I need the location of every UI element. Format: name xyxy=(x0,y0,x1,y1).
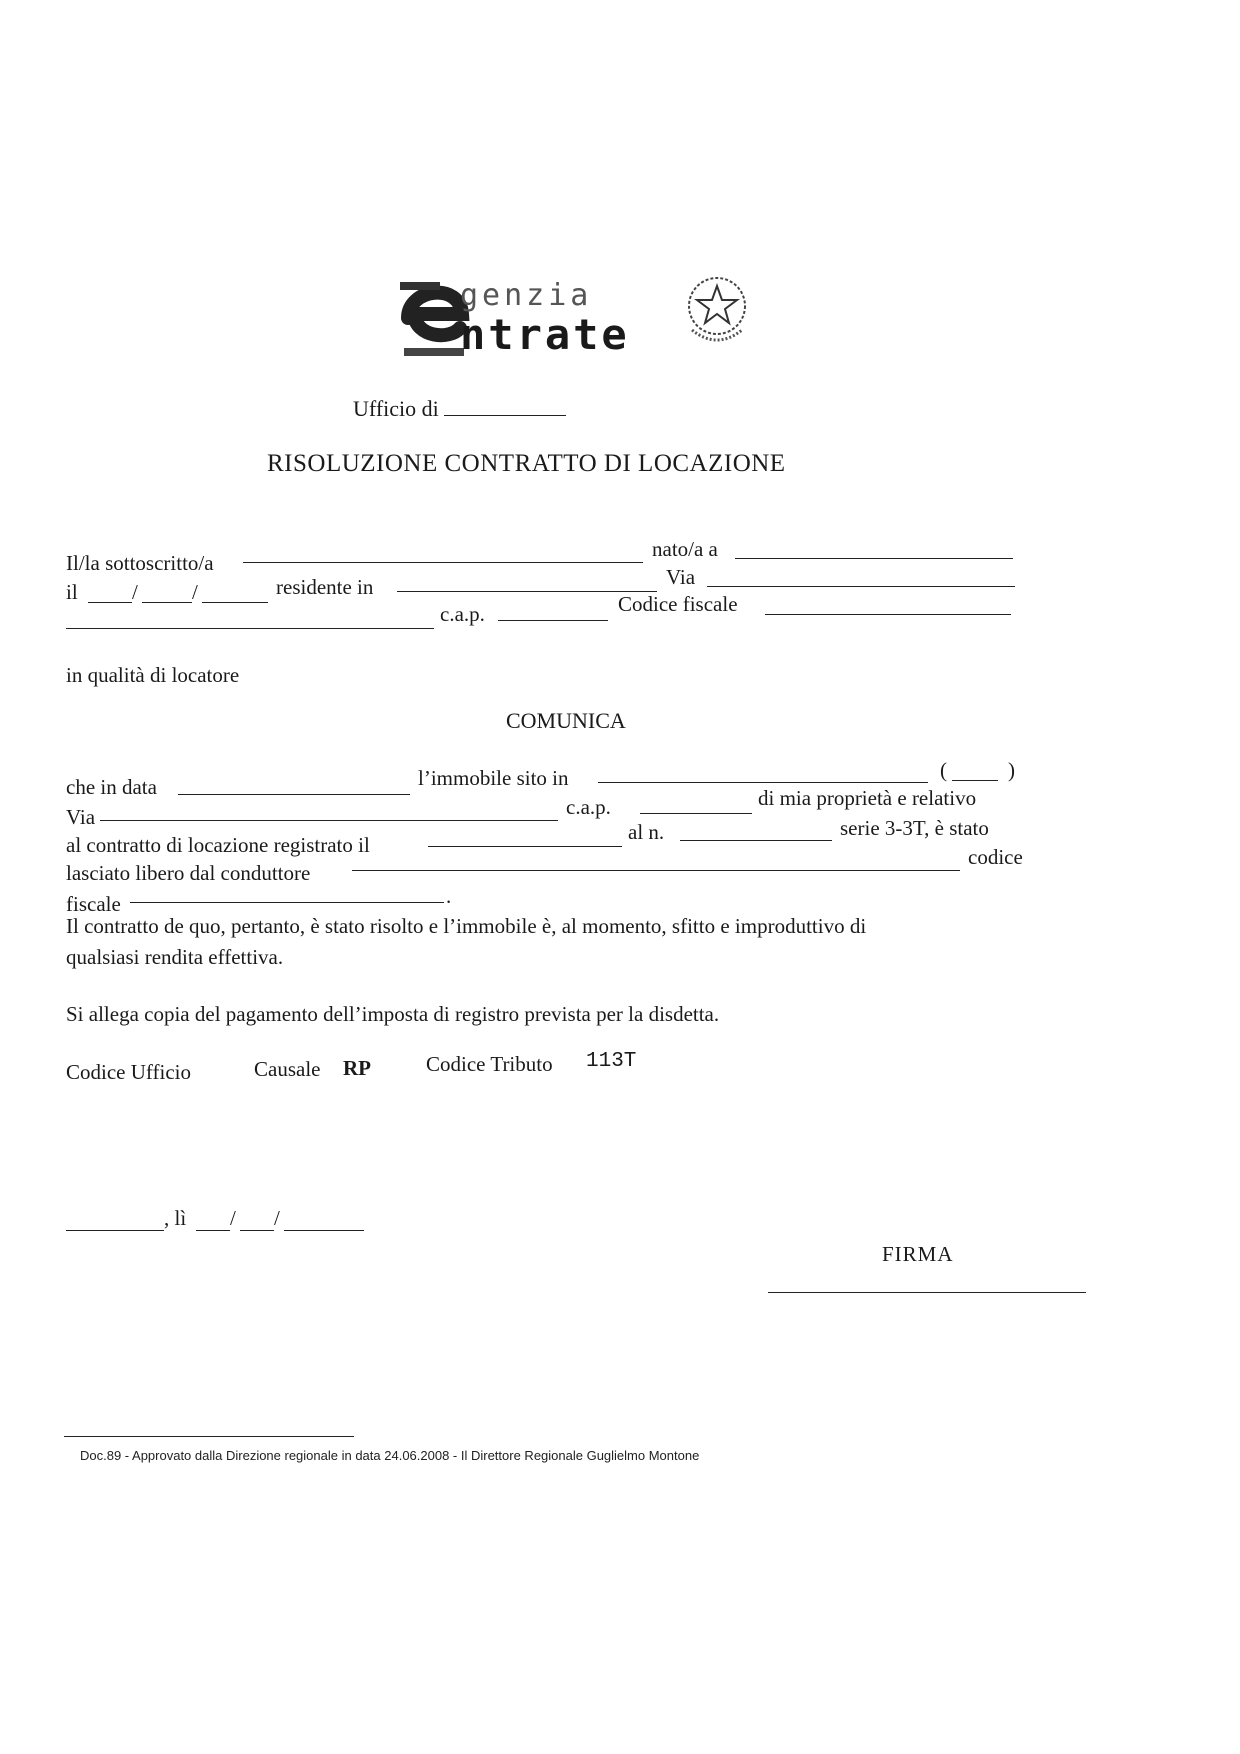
serie-text: serie 3-3T, è stato xyxy=(840,816,989,840)
allega-text: Si allega copia del pagamento dell’imposta di registro prevista per la disdetta. xyxy=(66,1002,720,1026)
immobile-via-label: Via xyxy=(66,805,96,829)
qualita-locatore: in qualità di locatore xyxy=(66,663,240,687)
sottoscritto-field[interactable] xyxy=(243,544,643,563)
ufficio-label: Ufficio di xyxy=(353,396,439,421)
conduttore-codice-fiscale-field[interactable] xyxy=(130,884,444,903)
ufficio-field[interactable] xyxy=(444,397,566,416)
fiscale-period: . xyxy=(446,884,452,908)
nato-label: nato/a a xyxy=(652,537,718,561)
al-n-label: al n. xyxy=(628,820,665,844)
immobile-sito-field[interactable] xyxy=(598,764,928,783)
nato-field[interactable] xyxy=(735,540,1013,559)
italian-republic-emblem-icon xyxy=(682,272,752,352)
causale-label: Causale xyxy=(254,1057,321,1081)
sign-date-sep-2: / xyxy=(274,1206,280,1230)
provincia-field[interactable] xyxy=(952,762,998,781)
che-in-data-label: che in data xyxy=(66,775,157,799)
immobile-via-field[interactable] xyxy=(100,802,558,821)
codice-text: codice xyxy=(968,845,1023,869)
contratto-registrato-label: al contratto di locazione registrato il xyxy=(66,833,370,857)
sign-day-field[interactable] xyxy=(196,1212,230,1231)
firma-field[interactable] xyxy=(768,1274,1086,1293)
residente-field[interactable] xyxy=(397,573,657,592)
agenzia-entrate-logo xyxy=(400,268,760,368)
codice-ufficio-label: Codice Ufficio xyxy=(66,1060,191,1084)
footer-note: Doc.89 - Approvato dalla Direzione regionale in data 24.06.2008 - Il Direttore Regionale Guglielmo Montone xyxy=(80,1448,700,1463)
sottoscritto-label: Il/la sottoscritto/a xyxy=(66,551,214,575)
page-title: RISOLUZIONE CONTRATTO DI LOCAZIONE xyxy=(267,450,786,477)
codice-tributo-value: 113T xyxy=(586,1050,637,1073)
sign-date-sep-1: / xyxy=(230,1206,236,1230)
luogo-field[interactable] xyxy=(66,1212,164,1231)
sign-year-field[interactable] xyxy=(284,1212,364,1231)
date-sep-2: / xyxy=(192,580,198,604)
il-label: il xyxy=(66,580,78,604)
logo-text-bottom: ntrate xyxy=(460,310,630,359)
li-label: , lì xyxy=(164,1206,187,1230)
residente-label: residente in xyxy=(276,575,374,599)
data-registrazione-field[interactable] xyxy=(428,828,622,847)
cap-field[interactable] xyxy=(498,602,608,621)
lasciato-text: lasciato libero dal conduttore xyxy=(66,861,311,885)
cap-label: c.a.p. xyxy=(440,602,485,626)
conduttore-field[interactable] xyxy=(352,852,960,871)
causale-value: RP xyxy=(343,1056,371,1080)
birth-day-field[interactable] xyxy=(88,584,132,603)
risolto-line-1: Il contratto de quo, pertanto, è stato risolto e l’immobile è, al momento, sfitto e improduttivo di xyxy=(66,914,867,938)
proprieta-text: di mia proprietà e relativo xyxy=(758,786,977,810)
via-field[interactable] xyxy=(707,568,1015,587)
immobile-sito-label: l’immobile sito in xyxy=(418,766,569,790)
paren-open: ( xyxy=(940,758,947,782)
via-label: Via xyxy=(666,565,696,589)
sign-month-field[interactable] xyxy=(240,1212,274,1231)
birth-month-field[interactable] xyxy=(142,584,192,603)
paren-close: ) xyxy=(1008,758,1015,782)
ufficio-row xyxy=(353,396,566,422)
codice-tributo-label: Codice Tributo xyxy=(426,1052,553,1076)
birth-year-field[interactable] xyxy=(202,584,268,603)
numero-registrazione-field[interactable] xyxy=(680,822,832,841)
comunica-heading: COMUNICA xyxy=(506,708,626,733)
codice-fiscale-label: Codice fiscale xyxy=(618,592,738,616)
risolto-line-2: qualsiasi rendita effettiva. xyxy=(66,945,284,969)
firma-label: FIRMA xyxy=(882,1242,954,1266)
codice-fiscale-field[interactable] xyxy=(765,596,1011,615)
che-in-data-field[interactable] xyxy=(178,776,410,795)
immobile-cap-label: c.a.p. xyxy=(566,795,611,819)
immobile-cap-field[interactable] xyxy=(640,795,752,814)
date-sep-1: / xyxy=(132,580,138,604)
fiscale-text: fiscale xyxy=(66,892,121,916)
residence-address-field[interactable] xyxy=(66,610,434,629)
footer-rule xyxy=(64,1436,354,1437)
logo-text-top: genzia xyxy=(460,278,593,313)
